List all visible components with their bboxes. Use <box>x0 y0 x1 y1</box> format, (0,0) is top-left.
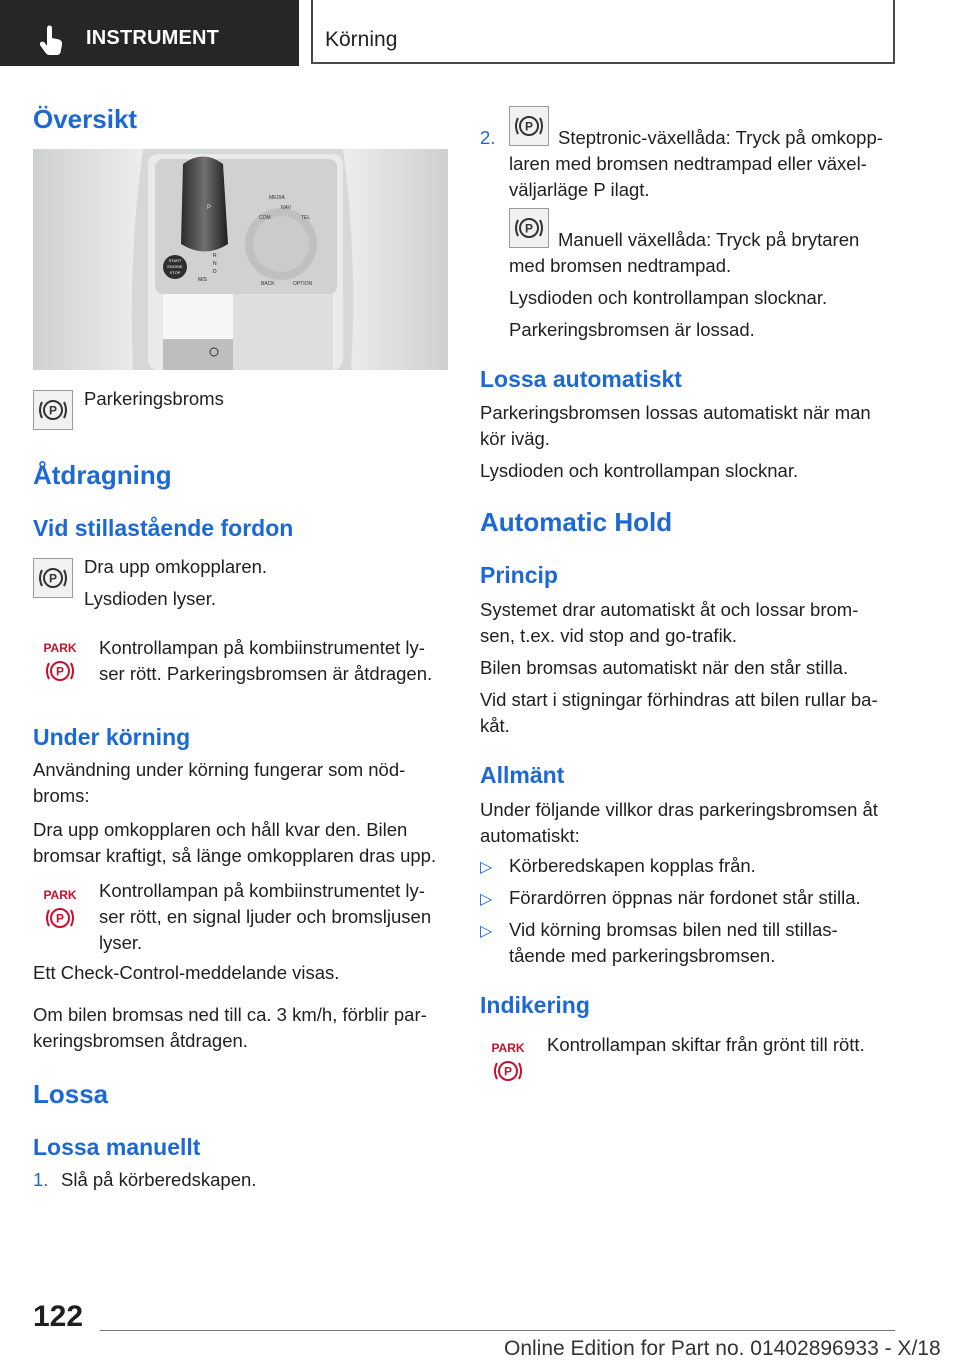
heading-lossa: Lossa <box>33 1079 109 1109</box>
heading-lossa-manuellt: Lossa manuellt <box>33 1134 201 1160</box>
para-dra-upp: Dra upp omkopplaren. <box>84 556 268 577</box>
manuell-line-1: Manuell växellåda: Tryck på brytaren <box>558 229 860 250</box>
gear-ms-label: M/S <box>198 277 207 283</box>
media-label: MEDIA <box>269 195 285 201</box>
para-lys-slocknar-2: Lysdioden och kontrollampan slocknar. <box>480 460 799 481</box>
park-icon-letter: P <box>55 911 65 926</box>
tel-label: TEL <box>301 215 311 221</box>
para-indikering: Kontrollampan skiftar från grönt till rött. <box>547 1034 865 1055</box>
gear-d-label: D <box>213 269 217 275</box>
bullet-icon: ▷ <box>480 859 493 876</box>
parking-brake-icon <box>33 390 73 430</box>
para-under-1: Under följande villkor dras parkeringsbromsen åt <box>480 799 878 820</box>
brake-icon-letter: P <box>524 221 534 236</box>
para-lossad: Parkeringsbromsen är lossad. <box>509 319 755 340</box>
com-label: COM <box>259 215 271 221</box>
gear-r-label: R <box>213 253 217 259</box>
para-dra-2: bromsar kraftigt, så länge omkopplaren dras upp. <box>33 845 437 866</box>
icon-caption: Parkeringsbroms <box>84 388 224 409</box>
para-anvandning-2: broms: <box>33 785 90 806</box>
bullet-icon: ▷ <box>480 923 493 940</box>
bullet-1: Körberedskapen kopplas från. <box>509 855 756 876</box>
bullet-3-line-1: Vid körning bromsas bilen ned till stillas- <box>509 919 838 940</box>
parking-brake-icon <box>509 208 549 248</box>
park-icon-text: PARK <box>43 888 77 902</box>
pointing-hand-icon <box>34 24 68 58</box>
option-label: OPTION <box>293 281 313 287</box>
header-section-title: Körning <box>325 28 398 51</box>
brake-icon-letter: P <box>48 403 58 418</box>
park-icon-text: PARK <box>491 1041 525 1055</box>
para-om-bilen-2: keringsbromsen åtdragen. <box>33 1030 248 1051</box>
para-lysdioden: Lysdioden lyser. <box>84 588 216 609</box>
step-1-number: 1. <box>33 1169 49 1190</box>
park-warning-icon <box>40 640 80 686</box>
gear-console-illustration <box>33 149 448 370</box>
gear-n-label: N <box>213 261 217 267</box>
park-note-1-line-2: ser rött. Parkeringsbromsen är åtdragen. <box>99 663 433 684</box>
park-icon-text: PARK <box>43 641 77 655</box>
para-bilen-bromsas: Bilen bromsas automatiskt när den står stilla. <box>480 657 849 678</box>
bullet-2: Förardörren öppnas när fordonet står stilla. <box>509 887 861 908</box>
heading-allmant: Allmänt <box>480 762 565 788</box>
para-start-1: Vid start i stigningar förhindras att bilen rullar ba- <box>480 689 878 710</box>
park-icon-letter: P <box>55 664 65 679</box>
heading-stillastaende: Vid stillastående fordon <box>33 515 294 541</box>
park-icon-letter: P <box>503 1064 513 1079</box>
header-section-box <box>311 0 895 64</box>
park-note-2-line-3: lyser. <box>99 932 143 953</box>
header-tab-title: INSTRUMENT <box>86 27 220 49</box>
brake-icon-letter: P <box>524 119 534 134</box>
bullet-icon: ▷ <box>480 891 493 908</box>
step-2-line-3: väljarläge P ilagt. <box>509 179 650 200</box>
start-stop-label-3: STOP <box>169 270 181 275</box>
parking-brake-icon <box>33 558 73 598</box>
start-stop-label-2: ENGINE <box>167 264 183 269</box>
back-label: BACK <box>261 281 275 287</box>
nav-label: NAV <box>281 205 291 211</box>
para-check-control: Ett Check-Control-meddelande visas. <box>33 962 340 983</box>
para-dra-1: Dra upp omkopplaren och håll kvar den. Bilen <box>33 819 408 840</box>
para-start-2: kåt. <box>480 715 510 736</box>
parking-brake-icon <box>509 106 549 146</box>
heading-automatic-hold: Automatic Hold <box>480 507 673 537</box>
bullet-3-line-2: tående med parkeringsbromsen. <box>509 945 776 966</box>
footer-divider <box>100 1330 895 1331</box>
para-auto-1: Parkeringsbromsen lossas automatiskt när man <box>480 402 871 423</box>
park-note-1-line-1: Kontrollampan på kombiinstrumentet ly- <box>99 637 425 658</box>
footer-edition: Online Edition for Part no. 01402896933 - X/18 <box>504 1337 941 1360</box>
para-anvandning-1: Användning under körning fungerar som nöd- <box>33 759 406 780</box>
gear-console-photo <box>33 149 448 370</box>
park-note-2-line-1: Kontrollampan på kombiinstrumentet ly- <box>99 880 425 901</box>
para-auto-2: kör iväg. <box>480 428 550 449</box>
heading-indikering: Indikering <box>480 992 590 1018</box>
heading-princip: Princip <box>480 562 558 588</box>
heading-under-korning: Under körning <box>33 724 191 750</box>
park-warning-icon <box>488 1040 528 1086</box>
para-om-bilen-1: Om bilen bromsas ned till ca. 3 km/h, förblir par- <box>33 1004 427 1025</box>
page-number: 122 <box>33 1300 84 1333</box>
step-1-text: Slå på körberedskapen. <box>61 1169 257 1190</box>
heading-atdragning: Åtdragning <box>33 460 172 490</box>
step-2-line-2: laren med bromsen nedtrampad eller växel- <box>509 153 867 174</box>
step-2-number: 2. <box>480 127 496 148</box>
para-under-2: automatiskt: <box>480 825 580 846</box>
start-stop-label-1: START <box>168 258 182 263</box>
para-systemet-1: Systemet drar automatiskt åt och lossar brom- <box>480 599 859 620</box>
gear-p-label: P <box>207 205 212 211</box>
heading-lossa-automatiskt: Lossa automatiskt <box>480 366 682 392</box>
park-warning-icon <box>40 887 80 933</box>
park-note-2-line-2: ser rött, en signal ljuder och bromsljusen <box>99 906 432 927</box>
step-2-line-1: Steptronic-växellåda: Tryck på omkopp- <box>558 127 883 148</box>
manuell-line-2: med bromsen nedtrampad. <box>509 255 732 276</box>
overview-title: Översikt <box>33 104 138 134</box>
brake-icon-letter: P <box>48 571 58 586</box>
para-lys-slocknar: Lysdioden och kontrollampan slocknar. <box>509 287 828 308</box>
para-systemet-2: sen, t.ex. vid stop and go-trafik. <box>480 625 738 646</box>
